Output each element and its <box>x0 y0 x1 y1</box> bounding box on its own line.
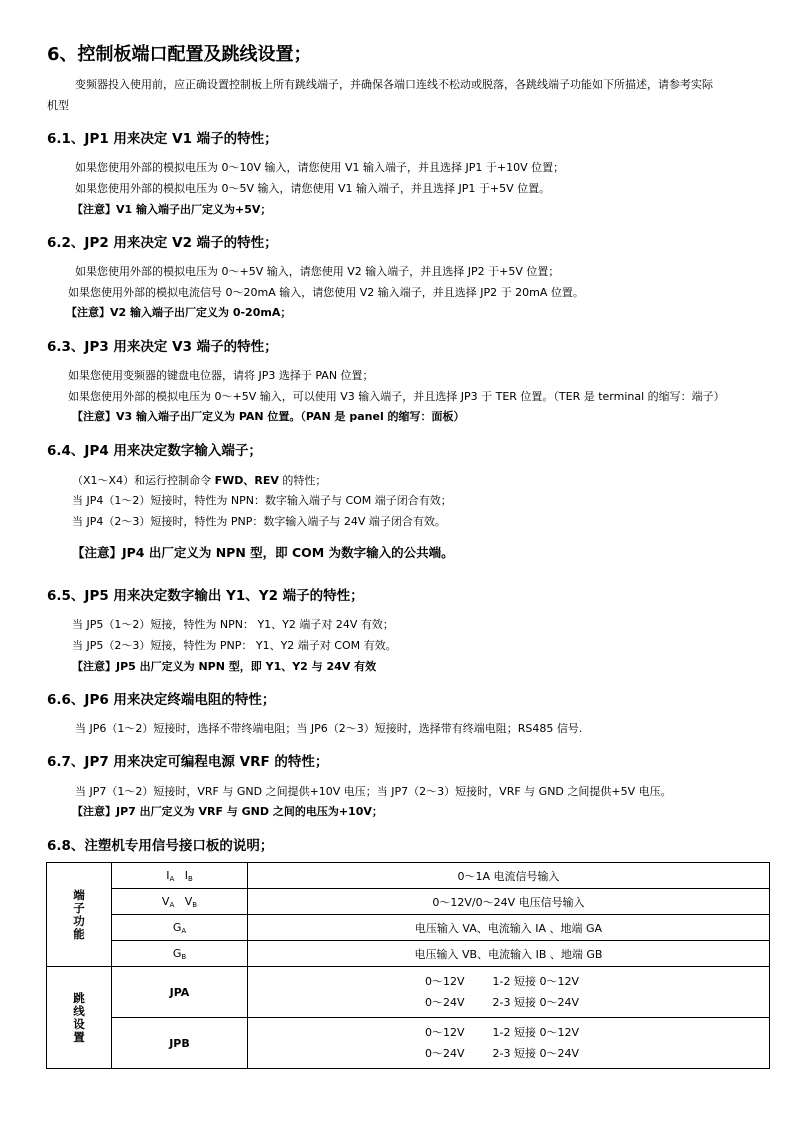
section-6-1-line2: 如果您使用外部的模拟电压为 0～5V 输入，请您使用 V1 输入端子，并且选择 JP1 于+5V 位置。 <box>75 182 551 195</box>
section-heading-6-4: 6.4、JP4 用来决定数字输入端子； <box>47 443 262 459</box>
section-heading-6-8: 6.8、注塑机专用信号接口板的说明； <box>47 838 274 854</box>
section-heading-6-1: 6.1、JP1 用来决定 V1 端子的特性； <box>47 131 278 147</box>
table-row <box>47 941 770 967</box>
section-heading-6-3: 6.3、JP3 用来决定 V3 端子的特性； <box>47 339 278 355</box>
section-6-1-line1: 如果您使用外部的模拟电压为 0～10V 输入，请您使用 V1 输入端子，并且选择 JP1 于+10V 位置； <box>75 161 565 174</box>
section-6-2-line1: 如果您使用外部的模拟电压为 0～+5V 输入，请您使用 V2 输入端子，并且选择 JP2 于+5V 位置； <box>75 265 560 278</box>
terminal-label-ga: $G_A$ <box>112 915 248 941</box>
table-row <box>47 889 770 915</box>
table-row <box>47 1018 770 1069</box>
section-heading-6-7: 6.7、JP7 用来决定可编程电源 VRF 的特性； <box>47 754 329 770</box>
jumper-desc-jpa: 0～12V 1-2 短接 0～12V 0～24V 2-3 短接 0～24V <box>248 967 770 1018</box>
section-6-6-line1: 当 JP6（1～2）短接时，选择不带终端电阻；当 JP6（2～3）短接时，选择带有终端电阻；RS485 信号. <box>75 722 583 735</box>
table-row <box>47 915 770 941</box>
jumper-desc-jpb: 0～12V 1-2 短接 0～12V 0～24V 2-3 短接 0～24V <box>248 1018 770 1069</box>
section-6-7-note: 【注意】JP7 出厂定义为 VRF 与 GND 之间的电压为+10V； <box>72 805 383 818</box>
section-6-3-line1: 如果您使用变频器的键盘电位器，请将 JP3 选择于 PAN 位置； <box>68 369 374 382</box>
section-6-2-line2: 如果您使用外部的模拟电流信号 0～20mA 输入，请您使用 V2 输入端子，并且选择 JP2 于 20mA 位置。 <box>68 286 584 299</box>
terminal-label-ia-ib: $I_A$ $I_B$ <box>112 863 248 889</box>
group-terminal-function: 端 子 功 能 <box>47 863 112 967</box>
section-6-7-line1: 当 JP7（1～2）短接时，VRF 与 GND 之间提供+10V 电压；当 JP7（2～3）短接时，VRF 与 GND 之间提供+5V 电压。 <box>75 785 672 798</box>
section-6-4-note: 【注意】JP4 出厂定义为 NPN 型，即 COM 为数字输入的公共端。 <box>72 545 454 560</box>
section-6-5-line1: 当 JP5（1～2）短接，特性为 NPN： Y1、Y2 端子对 24V 有效； <box>72 618 394 631</box>
terminal-desc-ga: 电压输入 VA、电流输入 IA 、地端 GA <box>248 915 770 941</box>
signal-interface-table <box>46 862 770 1069</box>
terminal-desc-current: 0～1A 电流信号输入 <box>248 863 770 889</box>
section-6-4-line1: （X1～X4）和运行控制命令 FWD、REV 的特性； <box>72 474 327 487</box>
section-heading-6-2: 6.2、JP2 用来决定 V2 端子的特性； <box>47 235 278 251</box>
section-6-4-line3: 当 JP4（2～3）短接时，特性为 PNP：数字输入端子与 24V 端子闭合有效。 <box>72 515 446 528</box>
section-6-2-note: 【注意】V2 输入端子出厂定义为 0-20mA； <box>66 306 292 319</box>
intro-text-line1: 变频器投入使用前，应正确设置控制板上所有跳线端子，并确保各端口连线不松动或脱落，各跳线端子功能如下所描述，请参考实际 <box>75 78 713 91</box>
terminal-label-gb: $G_B$ <box>112 941 248 967</box>
section-6-3-note: 【注意】V3 输入端子出厂定义为 PAN 位置。（PAN 是 panel 的缩写：面板） <box>72 410 465 423</box>
group-jumper-setting: 跳 线 设 置 <box>47 967 112 1069</box>
table-row <box>47 863 770 889</box>
section-6-4-line2: 当 JP4（1～2）短接时，特性为 NPN：数字输入端子与 COM 端子闭合有效； <box>72 494 452 507</box>
table-row <box>47 967 770 1018</box>
section-heading-6-6: 6.6、JP6 用来决定终端电阻的特性； <box>47 692 276 708</box>
section-6-3-line2: 如果您使用外部的模拟电压为 0～+5V 输入，可以使用 V3 输入端子，并且选择 JP3 于 TER 位置。（TER 是 terminal 的缩写：端子） <box>68 390 725 403</box>
terminal-label-va-vb: $V_A$ $V_B$ <box>112 889 248 915</box>
jumper-label-jpa: JPA <box>112 967 248 1018</box>
jumper-label-jpb: JPB <box>112 1018 248 1069</box>
section-heading-6-5: 6.5、JP5 用来决定数字输出 Y1、Y2 端子的特性； <box>47 588 364 604</box>
section-6-5-line2: 当 JP5（2～3）短接，特性为 PNP： Y1、Y2 端子对 COM 有效。 <box>72 639 397 652</box>
terminal-desc-voltage: 0～12V/0～24V 电压信号输入 <box>248 889 770 915</box>
terminal-desc-gb: 电压输入 VB、电流输入 IB 、地端 GB <box>248 941 770 967</box>
section-6-1-note: 【注意】V1 输入端子出厂定义为+5V； <box>72 203 272 216</box>
intro-text-line2: 机型 <box>47 99 69 112</box>
page-title: 6、控制板端口配置及跳线设置； <box>47 44 312 65</box>
section-6-5-note: 【注意】JP5 出厂定义为 NPN 型，即 Y1、Y2 与 24V 有效 <box>72 660 377 673</box>
